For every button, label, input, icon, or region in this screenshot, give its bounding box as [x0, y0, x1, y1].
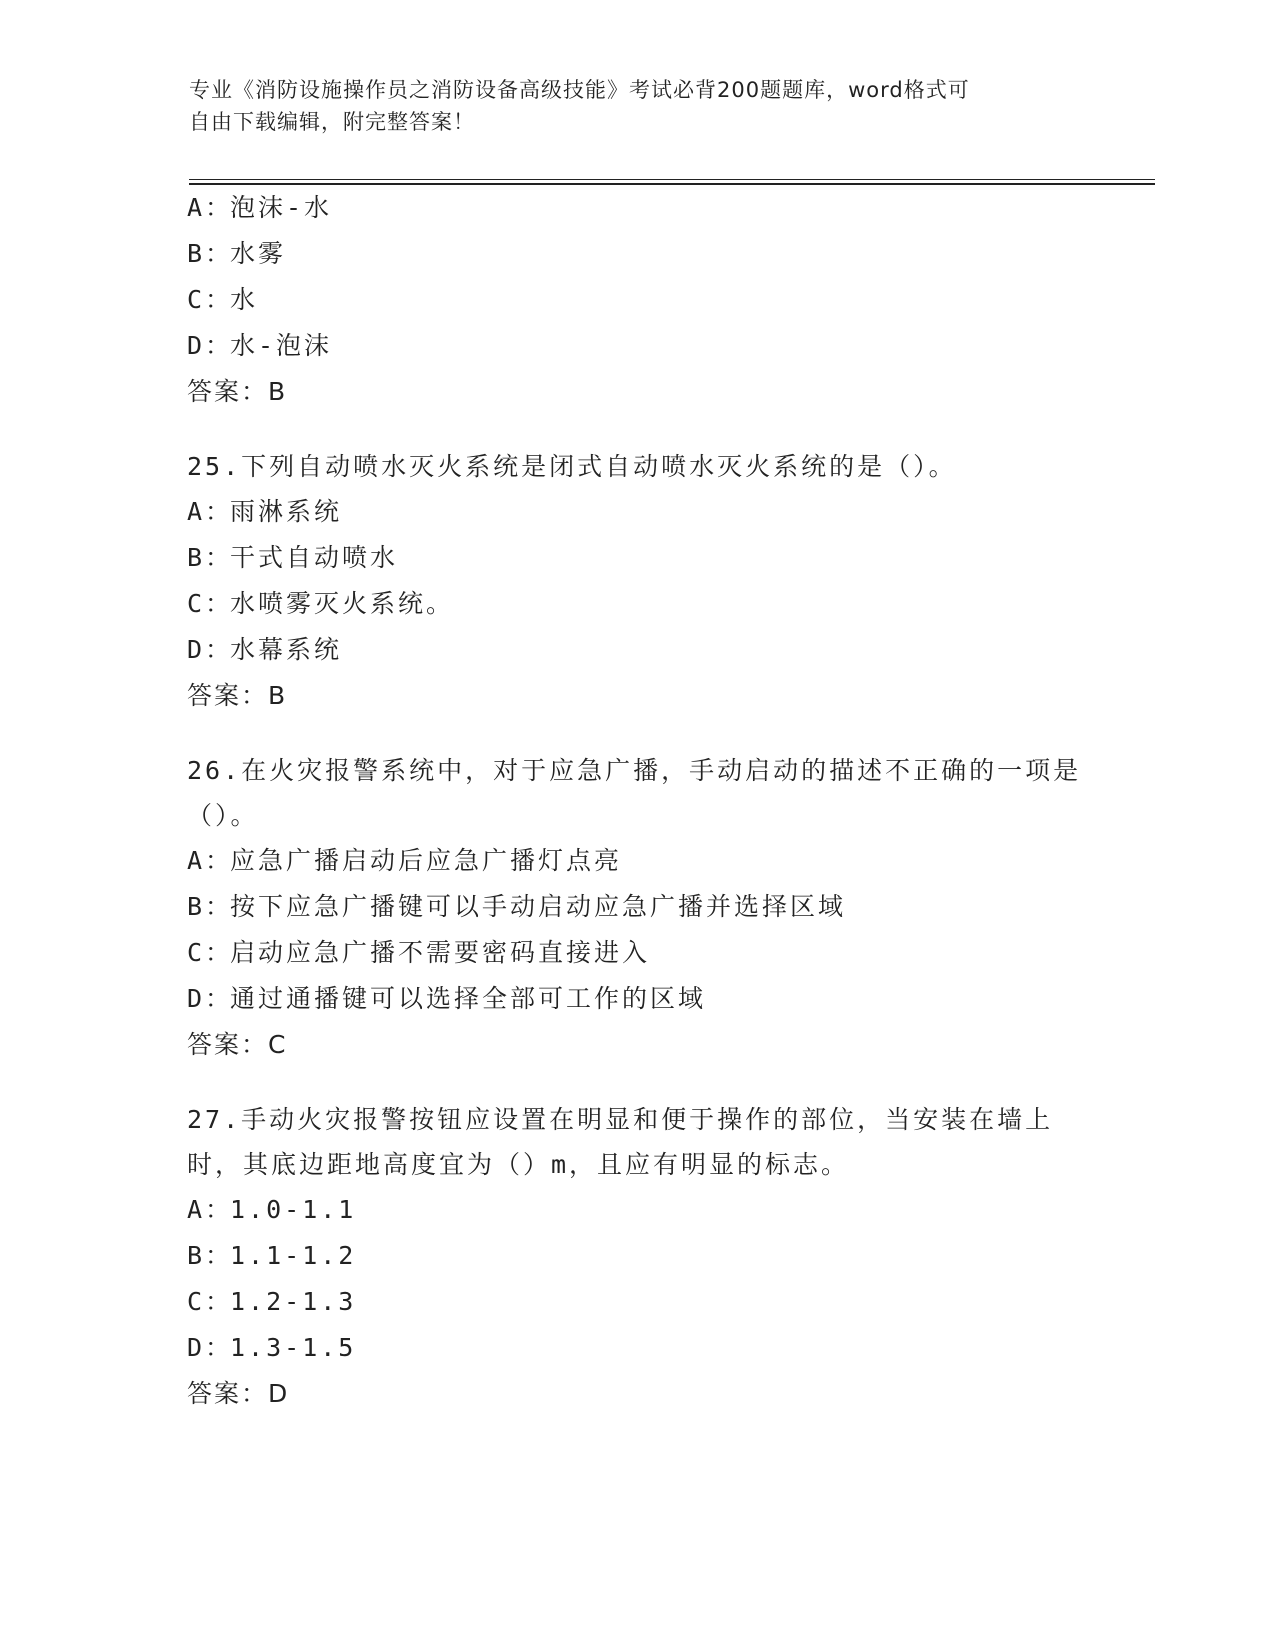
question-stem: 27.手动火灾报警按钮应设置在明显和便于操作的部位，当安装在墙上时，其底边距地高度宜为（）m，且应有明显的标志。	[187, 1105, 1054, 1179]
option-b: B：1.1-1.2	[187, 1241, 357, 1270]
question-stem: 25.下列自动喷水灭火系统是闭式自动喷水灭火系统的是（）。	[187, 452, 957, 481]
option-b: B：水雾	[187, 239, 287, 268]
question-26-block	[187, 748, 1087, 1067]
answer: 答案：B	[187, 681, 288, 710]
answer: 答案：D	[187, 1379, 290, 1408]
option-a: A：1.0-1.1	[187, 1195, 357, 1224]
option-d: D：水幕系统	[187, 635, 343, 664]
option-c: C：启动应急广播不需要密码直接进入	[187, 938, 651, 967]
question-25-block	[187, 444, 1087, 718]
header-line-2: 自由下载编辑，附完整答案！	[189, 110, 475, 134]
option-d: D：1.3-1.5	[187, 1333, 357, 1362]
option-a: A：雨淋系统	[187, 497, 343, 526]
option-d: D：通过通播键可以选择全部可工作的区域	[187, 984, 707, 1013]
option-d: D：水-泡沫	[187, 331, 333, 360]
option-b: B：按下应急广播键可以手动启动应急广播并选择区域	[187, 892, 847, 921]
header-divider-thin	[189, 179, 1155, 180]
answer: 答案：C	[187, 1030, 288, 1059]
answer: 答案：B	[187, 377, 288, 406]
option-b: B：干式自动喷水	[187, 543, 399, 572]
header-line-1: 专业《消防设施操作员之消防设备高级技能》考试必背200题题库，word格式可	[189, 78, 970, 102]
question-24-block	[187, 185, 1087, 414]
option-c: C：水喷雾灭火系统。	[187, 589, 455, 618]
option-c: C：水	[187, 285, 259, 314]
document-header	[189, 74, 1089, 138]
option-c: C：1.2-1.3	[187, 1287, 357, 1316]
option-a: A：泡沫-水	[187, 193, 333, 222]
question-27-block	[187, 1097, 1087, 1416]
option-a: A：应急广播启动后应急广播灯点亮	[187, 846, 623, 875]
question-stem: 26.在火灾报警系统中，对于应急广播，手动启动的描述不正确的一项是（）。	[187, 756, 1082, 830]
